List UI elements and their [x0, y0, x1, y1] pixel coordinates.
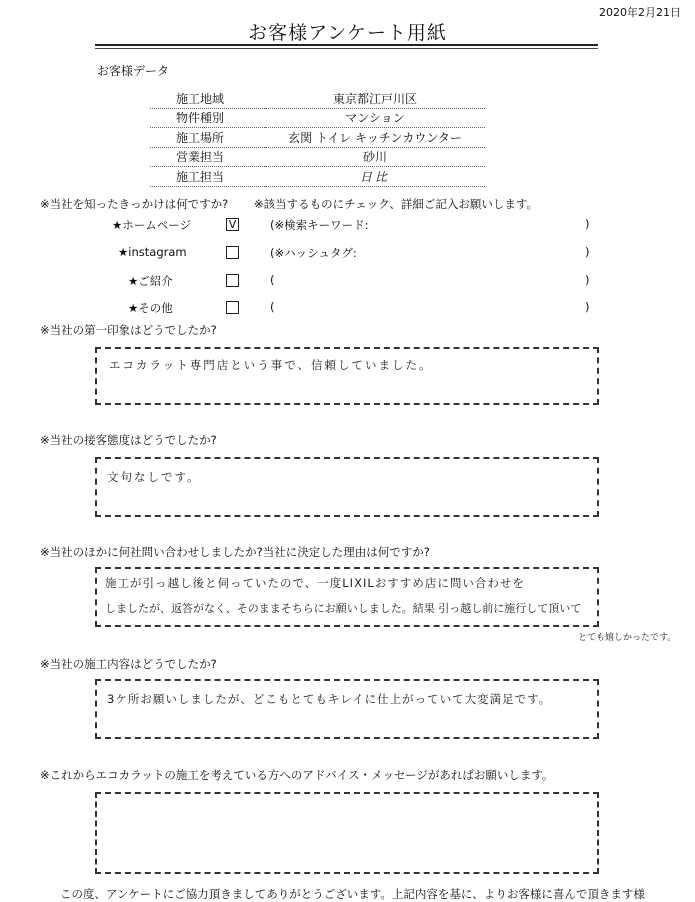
- info-label: 営業担当: [150, 147, 265, 167]
- checkbox-instagram[interactable]: [226, 246, 239, 259]
- question-customer-service: ※当社の接客態度はどうでしたか?: [40, 433, 217, 447]
- title-underline: [95, 44, 598, 46]
- answer-other-companies-line3: とても嬉しかったです。: [578, 633, 677, 643]
- source-label-other: ★その他: [128, 301, 173, 315]
- title-underline-thin: [95, 48, 598, 49]
- answer-box-customer-service[interactable]: [95, 457, 599, 517]
- info-label: 物件種別: [150, 108, 265, 128]
- source-close-paren: ): [585, 273, 590, 287]
- info-row-property: [150, 108, 485, 128]
- answer-box-work-quality[interactable]: [95, 679, 599, 739]
- question-first-impression: ※当社の第一印象はどうでしたか?: [40, 323, 217, 337]
- answer-box-advice-message[interactable]: [95, 792, 599, 874]
- source-label-homepage: ★ホームページ: [112, 218, 192, 232]
- info-row-area: [150, 89, 485, 108]
- answer-other-companies-line1: 施工が引っ越し後と伺っていたので、一度LIXILおすすめ店に問い合わせを: [105, 576, 525, 590]
- question-advice-message: ※これからエコカラットの施工を考えている方へのアドバイス・メッセージがあればお願いします。: [40, 768, 554, 782]
- source-label-instagram: ★instagram: [118, 245, 187, 259]
- source-detail-instagram: (※ハッシュタグ:: [270, 246, 357, 260]
- info-label: 施工場所: [150, 128, 265, 148]
- info-row-installer: [150, 167, 485, 187]
- info-value: 玄関 トイレ キッチンカウンター: [265, 128, 485, 148]
- info-label: 施工地域: [150, 89, 265, 108]
- survey-date: 2020年2月21日: [599, 6, 681, 19]
- source-detail-other: (: [270, 300, 275, 314]
- source-detail-referral: (: [270, 273, 275, 287]
- question-instruction: ※該当するものにチェック、詳細ご記入お願いします。: [254, 197, 538, 211]
- info-label: 施工担当: [150, 167, 265, 187]
- answer-customer-service: 文句なしです。: [107, 470, 201, 484]
- source-close-paren: ): [585, 245, 590, 259]
- source-close-paren: ): [585, 217, 590, 231]
- answer-box-first-impression[interactable]: [95, 347, 599, 405]
- checkbox-homepage[interactable]: V: [226, 218, 239, 231]
- info-value: 日比: [265, 167, 485, 187]
- info-value: 砂川: [265, 147, 485, 167]
- info-value: 東京都江戸川区: [265, 89, 485, 108]
- answer-other-companies-line2: しましたが、返答がなく、そのままそちらにお願いしました。結果 引っ越し前に施行して頂いて: [105, 602, 582, 615]
- customer-info-table: [150, 89, 485, 187]
- checkbox-referral[interactable]: [226, 274, 239, 287]
- question-work-quality: ※当社の施工内容はどうでしたか?: [40, 657, 217, 671]
- source-label-referral: ★ご紹介: [128, 274, 173, 288]
- page-title: お客様アンケート用紙: [248, 22, 447, 44]
- checkbox-other[interactable]: [226, 301, 239, 314]
- info-value: マンション: [265, 108, 485, 128]
- source-detail-homepage: (※検索キーワード:: [270, 218, 369, 232]
- footer-thanks: この度、アンケートにご協力頂きましてありがとうございます。上記内容を基に、よりお客様に喜んで頂きます様: [60, 887, 645, 901]
- answer-work-quality: 3ケ所お願いしましたが、どこもとてもキレイに仕上がっていて大変満足です。: [107, 692, 552, 706]
- source-close-paren: ): [585, 300, 590, 314]
- answer-first-impression: エコカラット専門店という事で、信頼していました。: [109, 358, 433, 372]
- answer-box-other-companies[interactable]: [95, 567, 599, 627]
- question-other-companies: ※当社のほかに何社問い合わせしましたか?当社に決定した理由は何ですか?: [40, 545, 430, 559]
- info-row-sales: [150, 147, 485, 167]
- customer-data-label: お客様データ: [97, 64, 170, 78]
- info-row-location: [150, 128, 485, 148]
- question-how-found: ※当社を知ったきっかけは何ですか?: [40, 197, 229, 211]
